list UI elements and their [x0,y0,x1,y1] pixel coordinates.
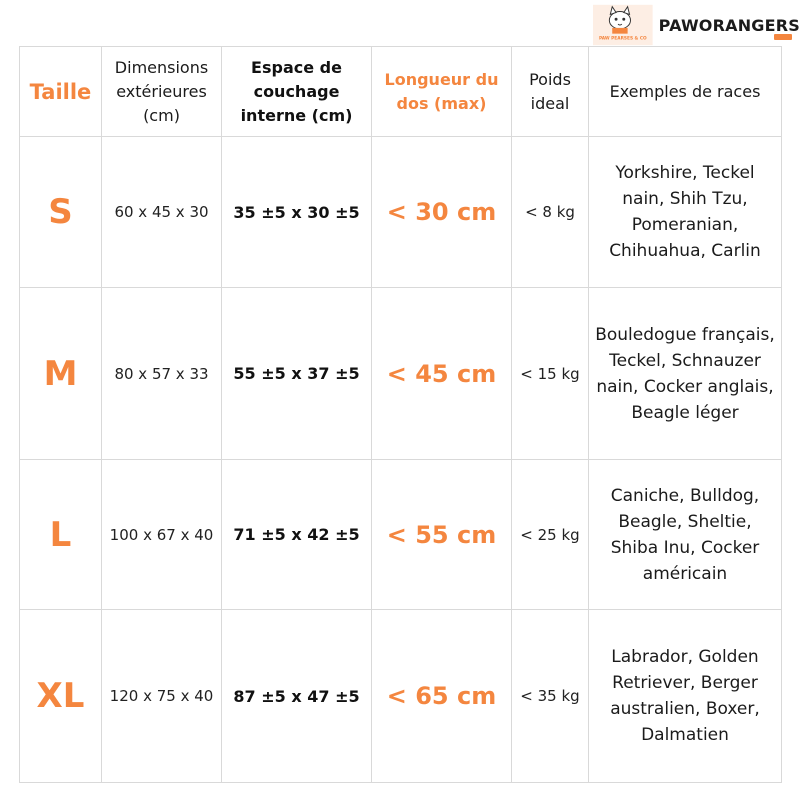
outer-dimensions-cell: 60 x 45 x 30 [102,137,222,288]
breeds-cell: Labrador, Golden Retriever, Berger australien, Boxer, Dalmatien [589,610,782,783]
table-row [20,610,782,783]
breeds-cell: Bouledogue français, Teckel, Schnauzer nain, Cocker anglais, Beagle léger [589,288,782,460]
inner-space-cell: 87 ±5 x 47 ±5 [222,610,372,783]
header-inner-space: Espace de couchage interne (cm) [222,47,372,137]
weight-cell: < 35 kg [512,610,589,783]
breeds-cell: Yorkshire, Teckel nain, Shih Tzu, Pomeranian, Chihuahua, Carlin [589,137,782,288]
inner-space-cell: 35 ±5 x 30 ±5 [222,137,372,288]
outer-dimensions-cell: 100 x 67 x 40 [102,460,222,610]
size-cell: S [20,137,102,288]
table-row [20,137,782,288]
table-row [20,288,782,460]
header-weight: Poids ideal [512,47,589,137]
header-row [20,47,782,137]
brand-tagline: PAW PEARSES & CO [598,36,647,42]
header-breeds: Exemples de races [589,47,782,137]
weight-cell: < 8 kg [512,137,589,288]
weight-cell: < 15 kg [512,288,589,460]
back-length-cell: < 55 cm [372,460,512,610]
breeds-cell: Caniche, Bulldog, Beagle, Sheltie, Shiba Inu, Cocker américain [589,460,782,610]
back-length-cell: < 30 cm [372,137,512,288]
inner-space-cell: 71 ±5 x 42 ±5 [222,460,372,610]
size-cell: M [20,288,102,460]
inner-space-cell: 55 ±5 x 37 ±5 [222,288,372,460]
brand-name: PAWORANGERS [658,15,800,35]
size-cell: XL [20,610,102,783]
outer-dimensions-cell: 120 x 75 x 40 [102,610,222,783]
back-length-cell: < 65 cm [372,610,512,783]
back-length-cell: < 45 cm [372,288,512,460]
header-outer-dimensions: Dimensions extérieures (cm) [102,47,222,137]
outer-dimensions-cell: 80 x 57 x 33 [102,288,222,460]
header-back-length: Longueur du dos (max) [372,47,512,137]
header-size: Taille [20,47,102,137]
size-cell: L [20,460,102,610]
cat-logo-icon [593,4,653,46]
brand-logo [593,4,800,46]
size-chart-table [19,46,782,783]
table-row [20,460,782,610]
brand-accent-mark [774,34,792,40]
weight-cell: < 25 kg [512,460,589,610]
